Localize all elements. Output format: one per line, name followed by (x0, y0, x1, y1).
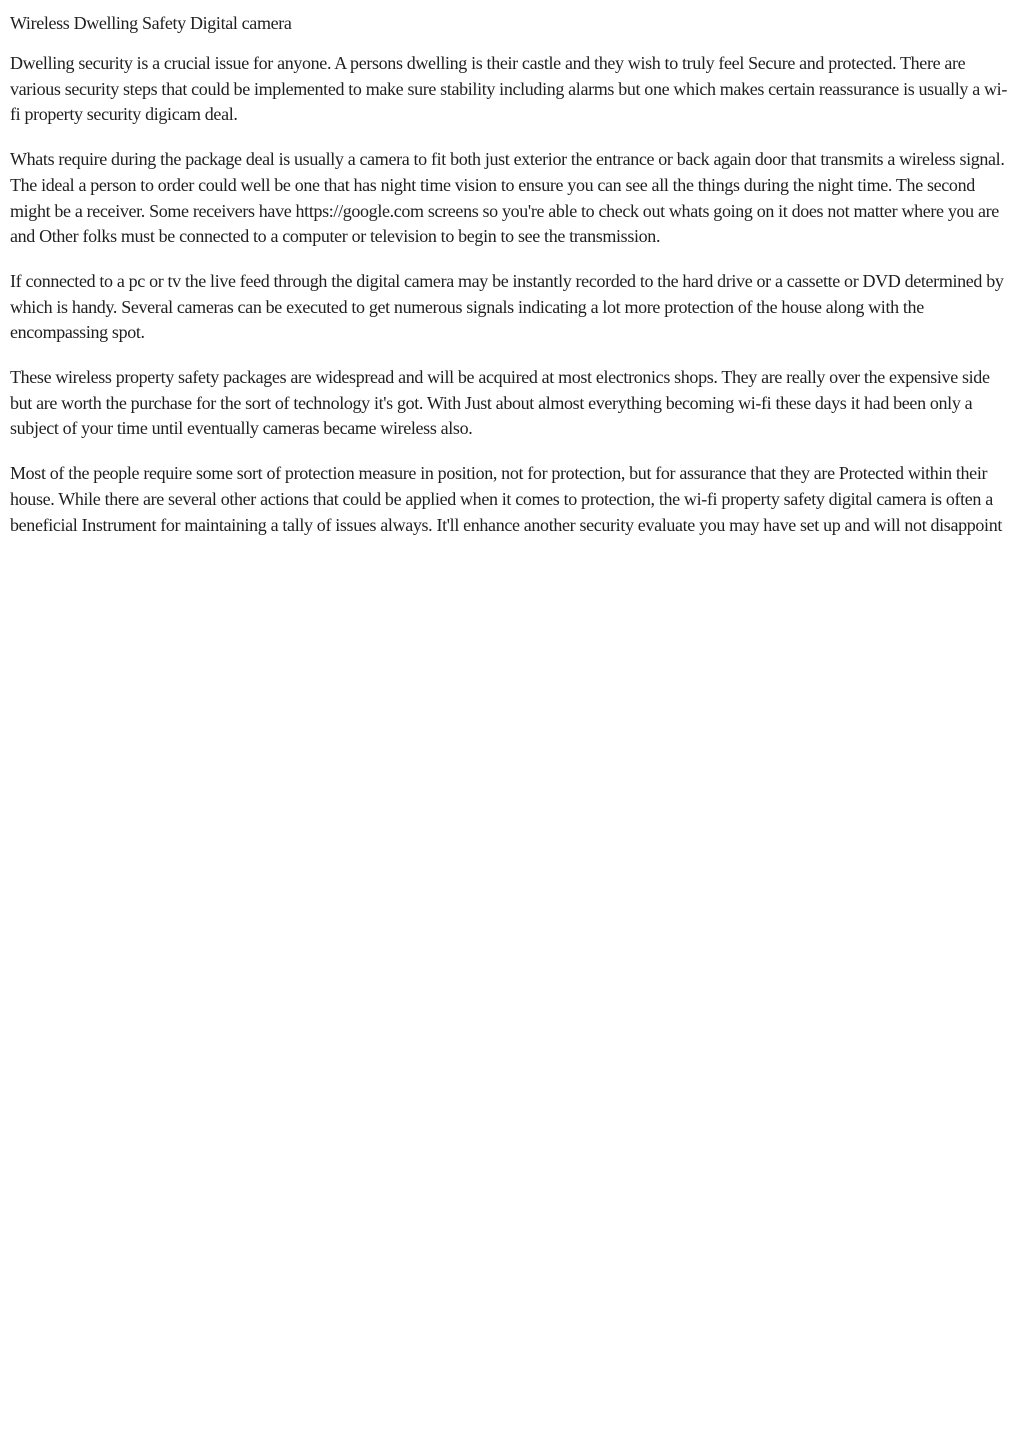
paragraph-intro: Dwelling security is a crucial issue for anyone. A persons dwelling is their castle and they wish to truly feel Secure and protected. There are various security steps that could be implemented to make sure stability including alarms but one which makes certain reassurance is usually a wi-fi property security digicam deal. (10, 53, 1007, 125)
document-page (10, 12, 1014, 557)
paragraph-conclusion: Most of the people require some sort of protection measure in position, not for protection, but for assurance that they are Protected within their house. While there are several other actions that could be applied when it comes to protection, the wi-fi property safety digital camera is often a beneficial Instrument for maintaining a tally of issues always. It'll enhance another security evaluate you may have set up and will not disappoint (10, 463, 1002, 535)
paragraph-package-contents: Whats require during the package deal is usually a camera to fit both just exterior the entrance or back again door that transmits a wireless signal. The ideal a person to order could well be one that has night time vision to ensure you can see all the things during the night time. The second might be a receiver. Some receivers have https://google.com screens so you're able to check out whats going on it does not matter where you are and Other folks must be connected to a computer or television to begin to see the transmission. (10, 149, 1005, 247)
paragraph-availability: These wireless property safety packages are widespread and will be acquired at most electronics shops. They are really over the expensive side but are worth the purchase for the sort of technology it's got. With Just about almost everything becoming wi-fi these days it had been only a subject of your time until eventually cameras became wireless also. (10, 367, 990, 439)
document-title: Wireless Dwelling Safety Digital camera (10, 13, 292, 33)
paragraph-recording: If connected to a pc or tv the live feed through the digital camera may be instantly recorded to the hard drive or a cassette or DVD determined by which is handy. Several cameras can be executed to get numerous signals indicating a lot more protection of the house along with the encompassing spot. (10, 270, 1004, 343)
